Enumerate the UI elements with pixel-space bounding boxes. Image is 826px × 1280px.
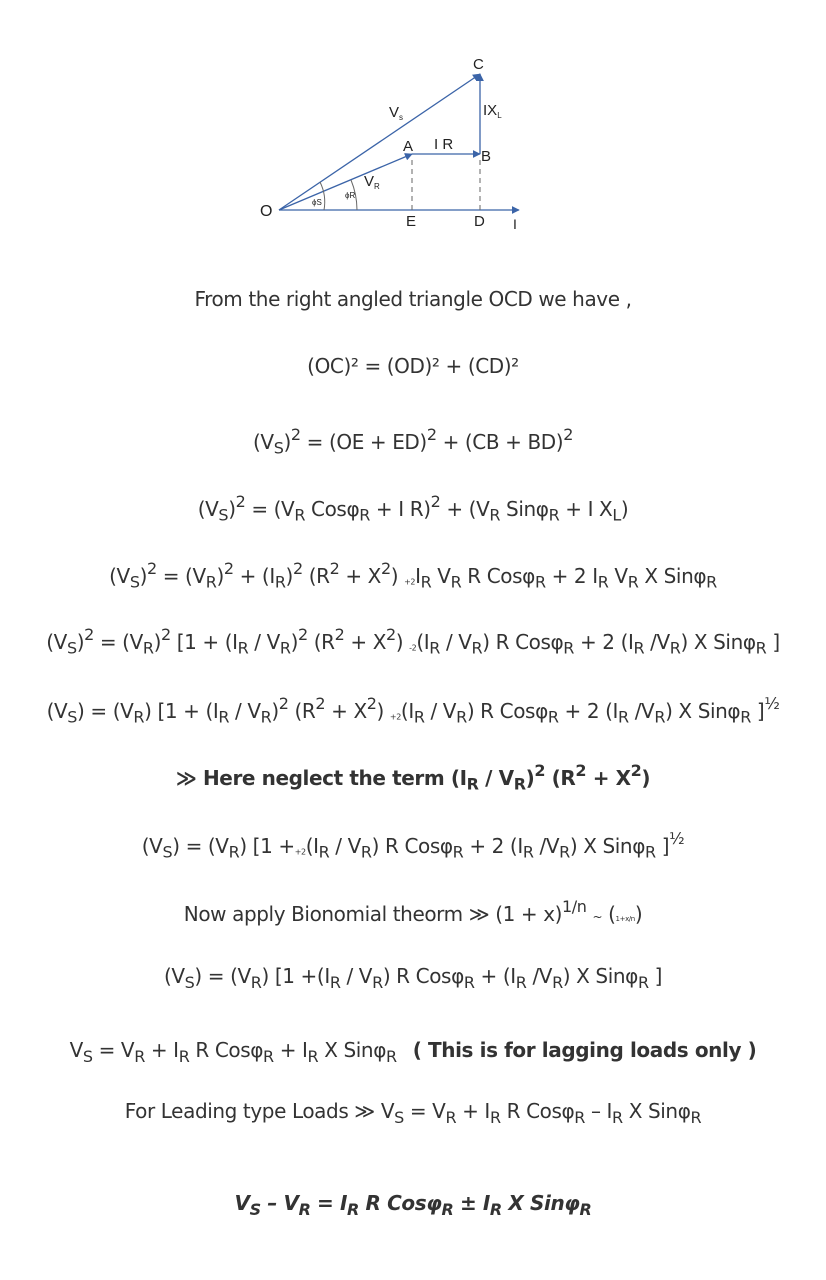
label-A: A <box>403 138 414 155</box>
eq-oc: (OC)² = (OD)² + (CD)² <box>307 354 519 378</box>
eq-binomial-result: $(V_S) = (V_R)$ [$1 +(I_R / V_R)$ R $Cos\varphi_R + (I_R$ $/V_R$) X Sinφ$_R$ ] <box>163 964 663 992</box>
text-binomial: Now apply Bionomial theorm ≫ $(1 + x)^{1/n}$ ~ (1+x/n) <box>183 897 643 926</box>
label-I: I <box>513 216 517 232</box>
text-neglect: ≫ Here neglect the term $(I_R / V_R)^2$ $(R^2 + X^2)$ <box>175 761 651 794</box>
eq-lagging: $V_S = V_R + I_R$ R $Cos\varphi_R + I_R$ X Sinφ$_R$ ( This is for lagging loads only ) <box>69 1038 757 1066</box>
label-B: B <box>481 148 492 165</box>
label-vs: $V_s$ <box>389 104 404 122</box>
label-phi-s: ϕS <box>312 198 322 207</box>
eq-expansion-2: $(V_S)^2 = (V_R)^2$ [$1 + (I_R / V_R)^2$ $(R^2 + X^2)$ $-2(I_R / V_R)$ R Cosφ$_R$ + 2 ($I_R$ $/V_R$) X Sinφ$_R$ ] <box>46 625 780 658</box>
label-phi-r: ϕR <box>345 191 356 200</box>
eq-expansion-1: $(V_S)^2 = (V_R)^2 + (I_R)^2$ $(R^2 + X^2) +2I_R$ $V_R$ R Cosφ$_R$ + 2 $I_R$ $V_R$ X Sinφ$_R$ <box>109 559 717 592</box>
label-vr: $V_R$ <box>364 173 380 191</box>
label-D: D <box>474 213 485 230</box>
eq-vs-oe: $(V_S)^2 = (OE + ED)^2 + (CB + BD)^2$ <box>253 425 573 458</box>
phasor-diagram <box>0 0 826 260</box>
label-O: O <box>260 203 273 220</box>
text-l1: From the right angled triangle OCD we have , <box>194 287 632 311</box>
vr-vector <box>279 154 412 210</box>
eq-simplified: $(V_S) = (V_R)$ [$1 ++2(I_R / V_R)$ R Cosφ$_R$ + 2 ($I_R$ $/V_R$) X Sinφ$_R$ ]$^{\frac{1}{2}}$ <box>141 829 685 862</box>
label-ixl: $IX_L$ <box>483 102 502 120</box>
eq-vs-vr-cos: $(V_S)^2 = (V_R$ Cosφ$_R$ + I $R)^2 + (V_R$ Sinφ$_R$ + I $X_L$) <box>197 492 629 525</box>
label-E: E <box>406 213 417 230</box>
label-ir: I R <box>434 136 454 153</box>
eq-final: $V_S - V_R = I_R$ R $Cos\varphi_R \pm I_R$ X Sinφ$_R$ <box>234 1191 592 1219</box>
eq-expansion-3: $(V_S) = (V_R) [1 + (I_R / V_R)^2$ $(R^2 + X^2) +2(I_R / V_R)$ R Cosφ$_R$ + 2 ($I_R$ $/V_R$) X Sinφ$_R$ ]$^{\frac{1}{2}}$ <box>46 694 780 727</box>
eq-leading: For Leading type Loads ≫ $V_S = V_R + I_R$ R $Cos\varphi_R - I_R$ X Sinφ$_R$ <box>124 1099 702 1127</box>
label-C: C <box>473 56 484 73</box>
